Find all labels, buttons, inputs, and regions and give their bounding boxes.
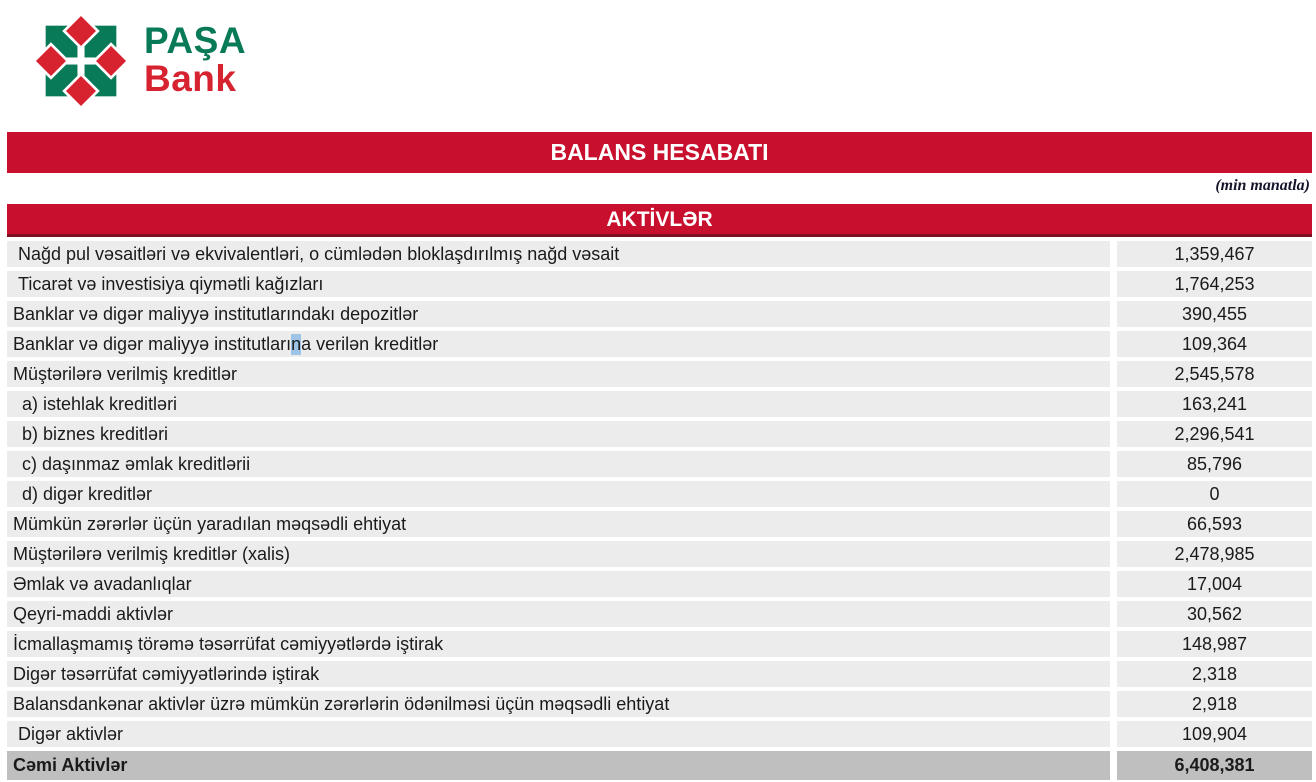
row-value: 163,241 (1117, 391, 1312, 417)
row-value: 390,455 (1117, 301, 1312, 327)
row-value: 109,904 (1117, 721, 1312, 747)
row-value: 1,764,253 (1117, 271, 1312, 297)
row-value: 0 (1117, 481, 1312, 507)
row-label: Əmlak və avadanlıqlar (7, 571, 1110, 597)
pasha-bank-logo (28, 8, 246, 114)
table-row (7, 301, 1312, 327)
row-label: Müştərilərə verilmiş kreditlər (xalis) (7, 541, 1110, 567)
total-row (7, 751, 1312, 780)
row-label: Cəmi Aktivlər (7, 751, 1110, 780)
row-label: a) istehlak kreditləri (7, 391, 1110, 417)
table-row (7, 631, 1312, 657)
table-row (7, 271, 1312, 297)
highlighted-character: n (291, 333, 302, 354)
brand-wordmark (144, 22, 246, 98)
row-label: Nağd pul vəsaitləri və ekvivalentləri, o cümlədən bloklaşdırılmış nağd vəsait (7, 241, 1110, 267)
table-row (7, 721, 1312, 747)
row-label: Digər təsərrüfat cəmiyyətlərində iştirak (7, 661, 1110, 687)
report-title-banner: BALANS HESABATI (7, 132, 1312, 173)
table-row (7, 451, 1312, 477)
row-label: Müştərilərə verilmiş kreditlər (7, 361, 1110, 387)
row-label: Banklar və digər maliyyə institutlarındakı depozitlər (7, 301, 1110, 327)
row-value: 2,545,578 (1117, 361, 1312, 387)
row-value: 2,318 (1117, 661, 1312, 687)
row-value: 2,296,541 (1117, 421, 1312, 447)
row-value: 2,478,985 (1117, 541, 1312, 567)
table-row (7, 391, 1312, 417)
row-label: Qeyri-maddi aktivlər (7, 601, 1110, 627)
assets-table (7, 241, 1312, 780)
row-label: Mümkün zərərlər üçün yaradılan məqsədli ehtiyat (7, 511, 1110, 537)
row-label: Digər aktivlər (7, 721, 1110, 747)
table-row (7, 661, 1312, 687)
pasha-bank-logo-mark (28, 8, 134, 114)
section-header-aktivler: AKTİVLƏR (7, 204, 1312, 237)
row-value: 1,359,467 (1117, 241, 1312, 267)
table-row (7, 481, 1312, 507)
table-row (7, 541, 1312, 567)
row-label: d) digər kreditlər (7, 481, 1110, 507)
unit-note: (min manatla) (1215, 177, 1310, 194)
row-value: 6,408,381 (1117, 751, 1312, 780)
brand-name-bottom: Bank (144, 58, 237, 99)
row-value: 148,987 (1117, 631, 1312, 657)
row-label: Balansdankənar aktivlər üzrə mümkün zərərlərin ödənilməsi üçün məqsədli ehtiyat (7, 691, 1110, 717)
row-label: b) biznes kreditləri (7, 421, 1110, 447)
table-row (7, 571, 1312, 597)
table-row (7, 361, 1312, 387)
brand-name-top: PAŞA (144, 20, 247, 61)
table-row (7, 601, 1312, 627)
row-label: Banklar və digər maliyyə institutları n a verilən kreditlər (7, 331, 1110, 357)
row-value: 85,796 (1117, 451, 1312, 477)
table-row (7, 331, 1312, 357)
table-row (7, 421, 1312, 447)
row-value: 17,004 (1117, 571, 1312, 597)
table-row (7, 691, 1312, 717)
row-value: 109,364 (1117, 331, 1312, 357)
table-row (7, 241, 1312, 267)
row-value: 30,562 (1117, 601, 1312, 627)
row-label: Ticarət və investisiya qiymətli kağızları (7, 271, 1110, 297)
row-value: 66,593 (1117, 511, 1312, 537)
row-label: c) daşınmaz əmlak kreditlərii (7, 451, 1110, 477)
table-row (7, 511, 1312, 537)
row-value: 2,918 (1117, 691, 1312, 717)
row-label: İcmallaşmamış törəmə təsərrüfat cəmiyyətlərdə iştirak (7, 631, 1110, 657)
